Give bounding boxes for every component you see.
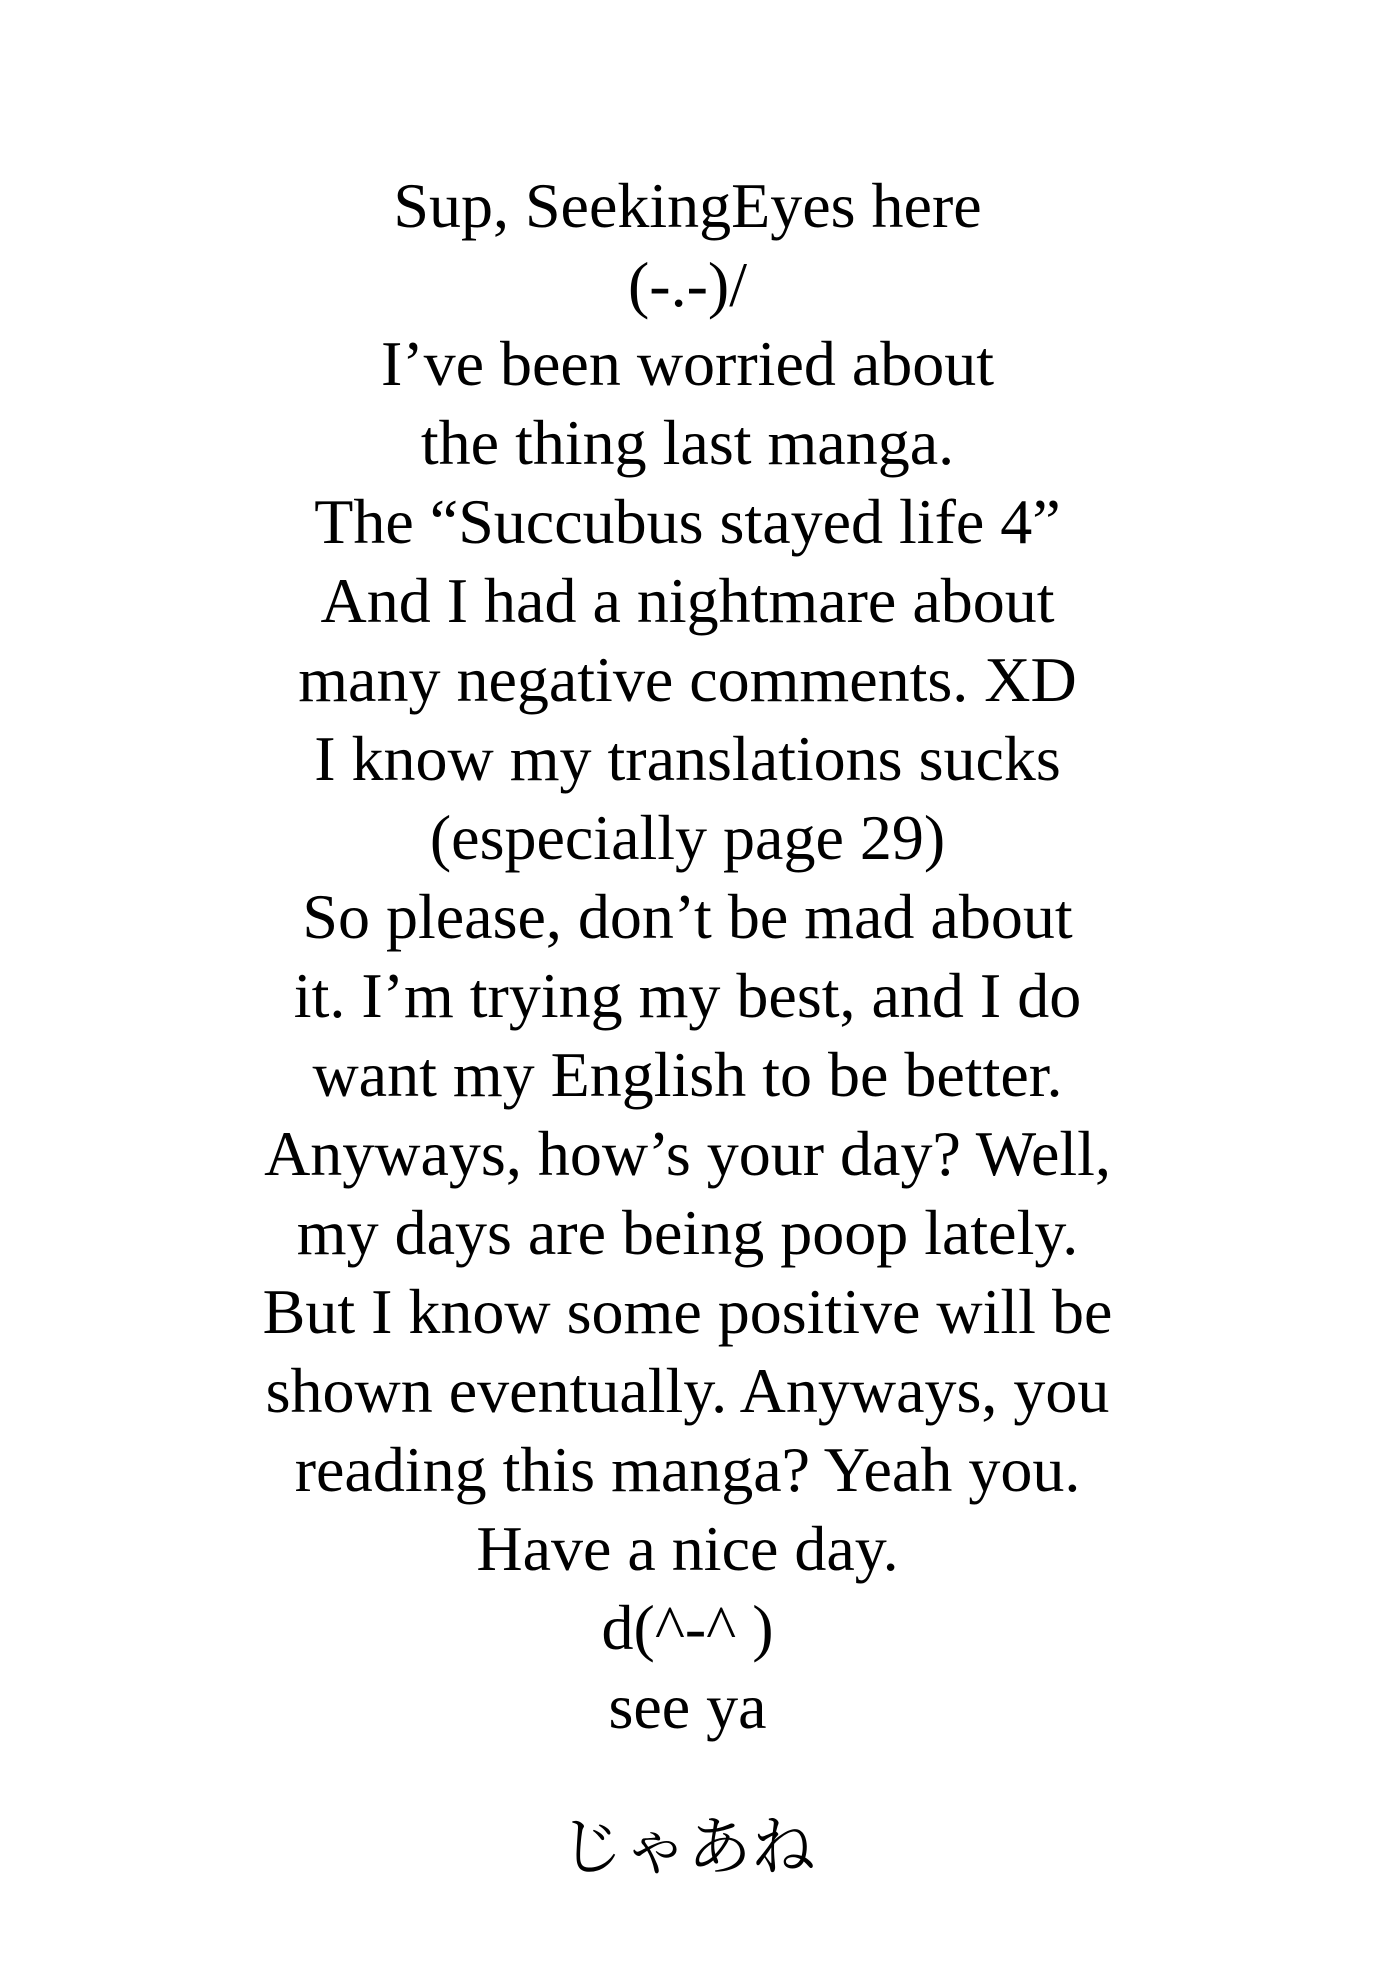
message-line: d(^-^ ) bbox=[601, 1592, 774, 1663]
message-line: But I know some positive will be bbox=[262, 1276, 1113, 1347]
message-line: the thing last manga. bbox=[420, 407, 955, 478]
message-line: want my English to be better. bbox=[312, 1039, 1063, 1110]
message-line: Sup, SeekingEyes here bbox=[393, 170, 982, 241]
message-line: see ya bbox=[608, 1671, 767, 1742]
message-line: I know my translations sucks bbox=[314, 723, 1061, 794]
message-line: (-.-)/ bbox=[627, 249, 748, 320]
message-line: many negative comments. XD bbox=[298, 644, 1077, 715]
message-line: Have a nice day. bbox=[476, 1513, 899, 1584]
message-line: it. I’m trying my best, and I do bbox=[293, 960, 1082, 1031]
message-line: So please, don’t be mad about bbox=[302, 881, 1073, 952]
message-line: my days are being poop lately. bbox=[296, 1197, 1079, 1268]
message-line: And I had a nightmare about bbox=[320, 565, 1055, 636]
message-text bbox=[0, 166, 1375, 1746]
message-line: (especially page 29) bbox=[429, 802, 946, 873]
message-line: Anyways, how’s your day? Well, bbox=[264, 1118, 1111, 1189]
message-line: shown eventually. Anyways, you bbox=[265, 1355, 1110, 1426]
japanese-signoff: じゃあね bbox=[559, 1811, 816, 1885]
message-line: reading this manga? Yeah you. bbox=[294, 1434, 1081, 1505]
message-line: I’ve been worried about bbox=[380, 328, 995, 399]
message-line: The “Succubus stayed life 4” bbox=[314, 486, 1061, 557]
